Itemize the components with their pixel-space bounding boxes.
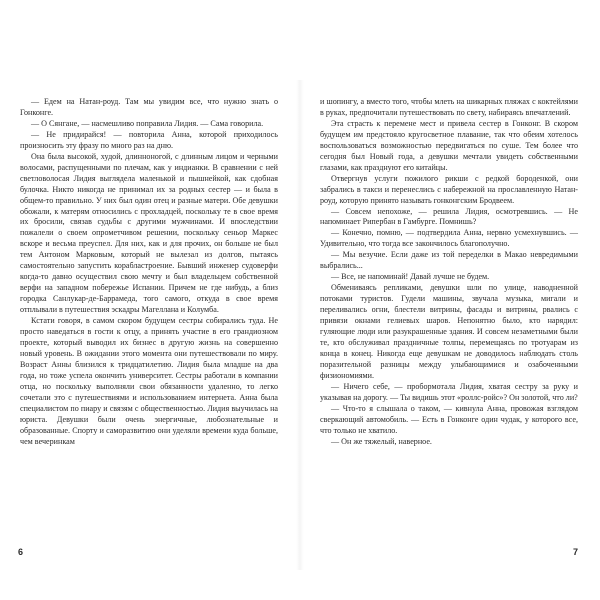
left-paragraph-3: — Не придирайся! — повторила Анна, которой приходилось произносить эту фразу по много раз на дню. (20, 129, 278, 150)
right-paragraph-2: Эта страсть к перемене мест и привела сестер в Гонконг. В скором будущем им предстояло кругосветное плавание, так что обеим хотелось воспользоваться возможностью передвигаться по суше. Тем более что сегодня был Новый года, а девушки мечтали увидеть собственными глазами, как празднуют его китайцы. (320, 118, 578, 172)
left-page-number: 6 (18, 547, 24, 557)
right-paragraph-9: — Ничего себе, — пробормотала Лидия, хватая сестру за руку и указывая на дорогу. — Ты видишь этот «роллс-ройс»? Он золотой, что ли? (320, 381, 578, 402)
right-paragraph-6: — Мы везучие. Если даже из той переделки в Макао невредимыми выбрались... (320, 250, 578, 271)
left-paragraph-1: — Едем на Натан-роуд. Там мы увидим все, что нужно знать о Гонконге. (20, 97, 278, 117)
right-paragraph-3: Отвергнув услуги пожилого рикши с редкой бороденкой, они забрались в такси и перенеслись с набережной на прославленную Натан-роуд, которую принято называть гонконгским Бродвеем. (320, 173, 578, 205)
right-paragraph-5: — Конечно, помню, — подтвердила Анна, нервно усмехнувшись. — Удивительно, что тогда все закончилось благополучно. (320, 228, 578, 249)
right-paragraph-8: Обмениваясь репликами, девушки шли по улице, наводненной потоками туристов. Гудели машины, звучала музыка, мигали и переливались огни, блестели витрины, фасады и витрины, рвались с привязи окнами гелиевых шаров. Непонятно было, кто нарядил: гуляющие люди или разукрашенные здания. И совсем незаметными были те, кто обслуживал праздничные толпы, перемещаясь по тротуарам из конца в конец. Никогда еще девушкам не доводилось наблюдать столь поразительной разницы между улыбающимися и озабоченными физиономиями. (320, 283, 578, 380)
right-paragraph-10: — Что-то я слышала о таком, — кивнула Анна, провожая взглядом сверкающий автомобиль. — Есть в Гонконге один чудак, у которого все, что только не хватило. (320, 403, 578, 435)
right-paragraph-4: — Совсем непохоже, — решила Лидия, осмотревшись. — Не напоминает Рипербан в Гамбурге. Помнишь? (320, 206, 578, 227)
left-paragraph-5: Кстати говоря, в самом скором будущем сестры собирались туда. Не просто наведаться в гости к отцу, а принять участие в его грандиозном проекте, который выводил их бизнес в другую жизнь на совершенно новый уровень. В ожидании этого момента они путешествовали по миру. Возраст Анны близился к тридцатилетию. Лидия была младше на два года, но тоже успела окончить университет. Сестры работали в компании отца, но поскольку выполняли свои обязанности удаленно, то легко сочетали это с путешествиями и использованием интернета. Анна была специалистом по пиару и связям с общественностью. Лидия выучилась на юриста. Девушки были очень энергичные, любознательные и образованные. Спорту и саморазвитию они уделяли времени куда больше, чем вечеринкам (20, 316, 278, 446)
right-paragraph-7: — Все, не напоминай! Давай лучше не будем. (331, 272, 490, 282)
book-gutter (296, 80, 304, 570)
left-page-text (20, 97, 278, 448)
right-page-text (320, 97, 578, 448)
right-paragraph-1: и шопингу, а вместо того, чтобы млеть на шикарных пляжах с коктейлями в руках, предпочитали путешествовать по свету, набираясь впечатлений. (320, 97, 578, 117)
right-page-number: 7 (573, 547, 579, 557)
right-paragraph-11: — Он же тяжелый, наверное. (331, 436, 432, 446)
left-paragraph-4: Она была высокой, худой, длинноногой, с длинным лицом и черными волосами, распущенными по плечам, как у индианки. В сравнении с ней светловолосая Лидия выглядела маленькой и пышнейкой, как сдобная булочка. Никто никогда не принимал их за родных сестер — и была в общем-то правильно. У них был один отец и разные матери. Обе девушки обожали, к матерям относились с прохладцей, поскольку те в свое время их бросили, связав судьбы с другими мужчинами. И впоследствии пожалели о своем опрометчивом решении, поскольку сеньор Маркес вскоре и весьма преуспел. Для них, как и для прочих, он больше не был тем Антоном Марковым, который не вылезал из долгов, пытаясь самостоятельно запустить корабластроение. Бывший инженер судоверфи когда-то давно осуществил свою мечту и был владельцем собственной верфи на западном побережье Испании. Причем не где нибудь, а близ городка Санлукар-де-Баррамеда, того самого, откуда в свое время отплывали в путешествия эскадры Магеллана и Колумба. (20, 151, 278, 315)
left-paragraph-2: — О Сянгане, — насмешливо поправила Лидия. — Сама говорила. (31, 118, 264, 128)
